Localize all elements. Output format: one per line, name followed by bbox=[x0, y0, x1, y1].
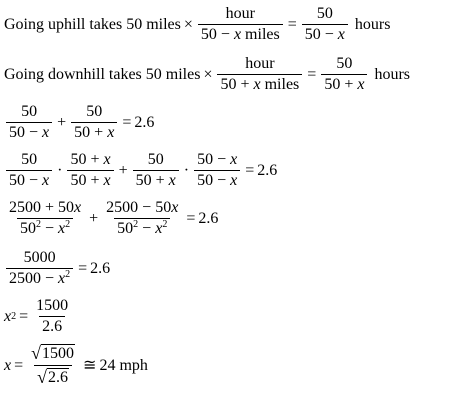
hour-per-speed-fraction: $\frac{\text{hour}}{\text{50 + x miles}}$ bbox=[217, 56, 302, 93]
equals-sign: = bbox=[122, 113, 132, 131]
times-sign: × bbox=[183, 15, 193, 33]
equals-sign: = bbox=[245, 161, 255, 179]
equals-sign: = bbox=[186, 209, 196, 227]
equals-sign: = bbox=[19, 307, 29, 325]
times-sign: × bbox=[203, 65, 213, 83]
equation-common-denominator bbox=[4, 152, 277, 189]
sqrt-fraction: √ 1500 √ 2.6 bbox=[31, 343, 75, 387]
equation-x-squared: x 2 = $\frac{1500}{2.6}$ bbox=[4, 298, 73, 335]
sqrt-symbol: √ bbox=[31, 343, 42, 363]
result-value: 2.6 bbox=[90, 259, 111, 277]
plus-sign: + bbox=[118, 161, 128, 179]
plus-sign: + bbox=[57, 113, 67, 131]
approx-sign: ≅ bbox=[83, 356, 97, 374]
equation-total-time bbox=[4, 104, 154, 141]
uphill-text: Going uphill takes 50 miles bbox=[4, 15, 181, 33]
hour-per-speed-fraction bbox=[198, 6, 283, 43]
fraction-term: $\frac{2500 + 50x}{50^2 - x^2}$ bbox=[9, 199, 82, 237]
uphill-term: $\frac{50}{50 - x}$ bbox=[6, 104, 52, 141]
uphill-hours-fraction: $\frac{50}{50 - x}$ bbox=[302, 6, 348, 43]
fraction-denominator: 50 − x miles bbox=[198, 24, 283, 43]
variable-x: x bbox=[4, 356, 12, 374]
downhill-hours-fraction: $\frac{50}{50 + x}$ bbox=[321, 56, 367, 93]
fraction-term: $\frac{50 - x}{50 - x}$ bbox=[194, 152, 240, 189]
fraction-term: $\frac{50 + x}{50 + x}$ bbox=[67, 152, 113, 189]
equation-expanded bbox=[4, 200, 218, 237]
result-value: 2.6 bbox=[134, 113, 155, 131]
result-value: 2.6 bbox=[198, 209, 219, 227]
fraction-term: $\frac{50}{50 + x}$ bbox=[133, 152, 179, 189]
variable-x: x bbox=[4, 307, 12, 325]
equals-sign: = bbox=[78, 259, 88, 277]
downhill-term: $\frac{50}{50 + x}$ bbox=[71, 104, 117, 141]
fraction-term: $\frac{1500}{2.6}$ bbox=[36, 297, 69, 335]
equation-downhill-time bbox=[4, 56, 410, 93]
unit-label: hours bbox=[374, 65, 411, 83]
fraction-term: $\frac{5000}{2500 - x^2}$ bbox=[6, 250, 73, 287]
equals-sign: = bbox=[287, 15, 297, 33]
equation-uphill-time bbox=[4, 6, 390, 43]
dot-sign: · bbox=[183, 161, 190, 179]
equation-simplified bbox=[4, 250, 110, 287]
result-value: 2.6 bbox=[257, 161, 278, 179]
unit-label: hours bbox=[354, 15, 391, 33]
equals-sign: = bbox=[14, 356, 24, 374]
plus-sign: + bbox=[89, 209, 99, 227]
solution-value: 24 mph bbox=[99, 356, 148, 374]
downhill-text: Going downhill takes 50 miles bbox=[4, 65, 201, 83]
fraction-term: $\frac{50}{50 - x}$ bbox=[6, 152, 52, 189]
dot-sign: · bbox=[57, 161, 63, 179]
equation-solution bbox=[4, 344, 148, 387]
sqrt-symbol: √ bbox=[37, 367, 48, 387]
equals-sign: = bbox=[307, 65, 317, 83]
fraction-term: $\frac{2500 - 50x}{50^2 - x^2}$ bbox=[106, 199, 179, 237]
fraction-numerator: hour bbox=[225, 5, 255, 22]
